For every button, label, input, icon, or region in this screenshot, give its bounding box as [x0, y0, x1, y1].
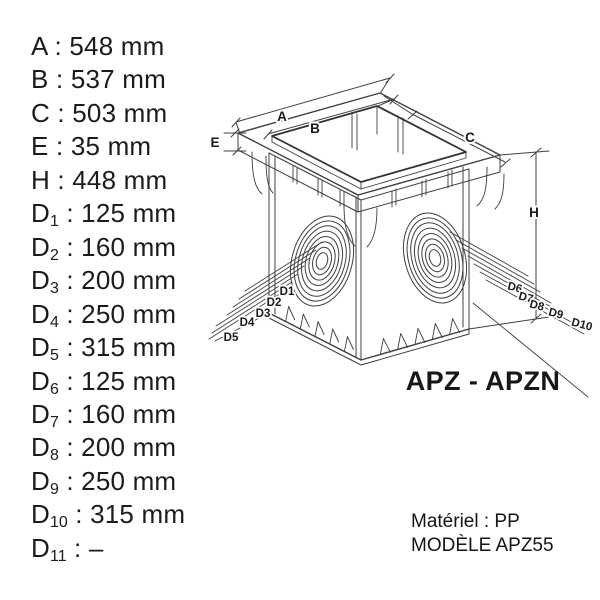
dimension-separator: : [58, 465, 82, 496]
dimension-label: $D_4$ [31, 298, 59, 331]
right-pipe-rings [393, 206, 476, 311]
dimension-separator: : [48, 131, 71, 162]
dimension-value: 548 mm [69, 31, 165, 61]
dim-label-d6: D6 [506, 280, 524, 296]
dimension-label: A [31, 31, 48, 61]
dim-label-a: A [277, 109, 287, 124]
footer-info [411, 510, 554, 557]
dimension-separator: : [48, 64, 71, 95]
dimension-value: 200 mm [81, 265, 177, 296]
corner-brackets [252, 152, 504, 247]
dimension-separator: : [47, 31, 70, 61]
dimension-value: 125 mm [81, 198, 177, 229]
dimension-label: $D_3$ [31, 265, 59, 298]
dimension-value: 315 mm [90, 499, 186, 530]
dim-label-d7: D7 [517, 290, 535, 306]
dimension-separator: : [58, 298, 82, 329]
dimension-value: 315 mm [81, 332, 177, 363]
dimension-value: – [88, 532, 104, 563]
dimension-separator: : [66, 532, 89, 563]
bottom-teeth [286, 307, 460, 355]
dimension-separator: : [58, 265, 82, 296]
dim-label-e: E [210, 135, 220, 150]
dimension-value: 35 mm [70, 131, 152, 162]
dim-label-c: C [465, 130, 475, 145]
dimension-label: $D_9$ [31, 465, 59, 498]
material-text: Matériel : PP [411, 511, 520, 532]
dimension-label: $D_7$ [31, 398, 59, 431]
dimension-value: 125 mm [81, 365, 177, 396]
dimension-value: 250 mm [81, 465, 177, 496]
dimension-label: $D_{10}$ [31, 499, 68, 532]
dimension-label: $D_1$ [31, 198, 59, 231]
dim-label-d5: D5 [223, 332, 239, 344]
model-text: MODÈLE APZ55 [411, 534, 554, 556]
dim-label-b: B [310, 121, 320, 136]
dim-label-d4: D4 [239, 317, 255, 329]
dimension-label: H [31, 164, 50, 195]
dimension-separator: : [49, 97, 73, 128]
dim-label-h: H [529, 205, 539, 220]
dim-label-d3: D3 [255, 308, 271, 320]
dimension-separator: : [58, 198, 82, 229]
dimension-value: 503 mm [72, 97, 168, 128]
dim-label-d1: D1 [279, 286, 295, 298]
dimension-separator: : [49, 164, 73, 195]
dimension-label: $D_6$ [31, 365, 59, 398]
dimension-label: C [31, 97, 50, 128]
dimension-label: $D_{11}$ [31, 532, 67, 565]
dimension-label: B [31, 64, 49, 95]
dimension-label: E [31, 131, 49, 162]
interior-ribs [352, 106, 403, 154]
dim-label-d10: D10 [570, 316, 594, 334]
dimension-label: $D_2$ [31, 231, 59, 264]
dimension-separator: : [58, 332, 82, 363]
dimension-value: 448 mm [72, 164, 168, 195]
dimension-label: $D_5$ [31, 332, 59, 365]
product-label: APZ - APZN [405, 366, 561, 396]
dimension-separator: : [67, 499, 91, 530]
dimension-value: 200 mm [81, 432, 177, 463]
dimension-separator: : [58, 365, 82, 396]
dimension-label: $D_8$ [31, 432, 59, 465]
dimension-separator: : [58, 398, 82, 429]
dimension-value: 537 mm [70, 64, 166, 95]
dimension-value: 160 mm [81, 398, 177, 429]
wall-tabs [293, 166, 452, 208]
dim-label-d8: D8 [528, 298, 546, 314]
dim-label-d2: D2 [266, 297, 282, 309]
dimension-value: 250 mm [81, 298, 177, 329]
dimension-separator: : [58, 432, 82, 463]
dim-label-d9: D9 [547, 306, 565, 322]
dimension-value: 160 mm [81, 231, 177, 262]
dimension-separator: : [58, 231, 82, 262]
